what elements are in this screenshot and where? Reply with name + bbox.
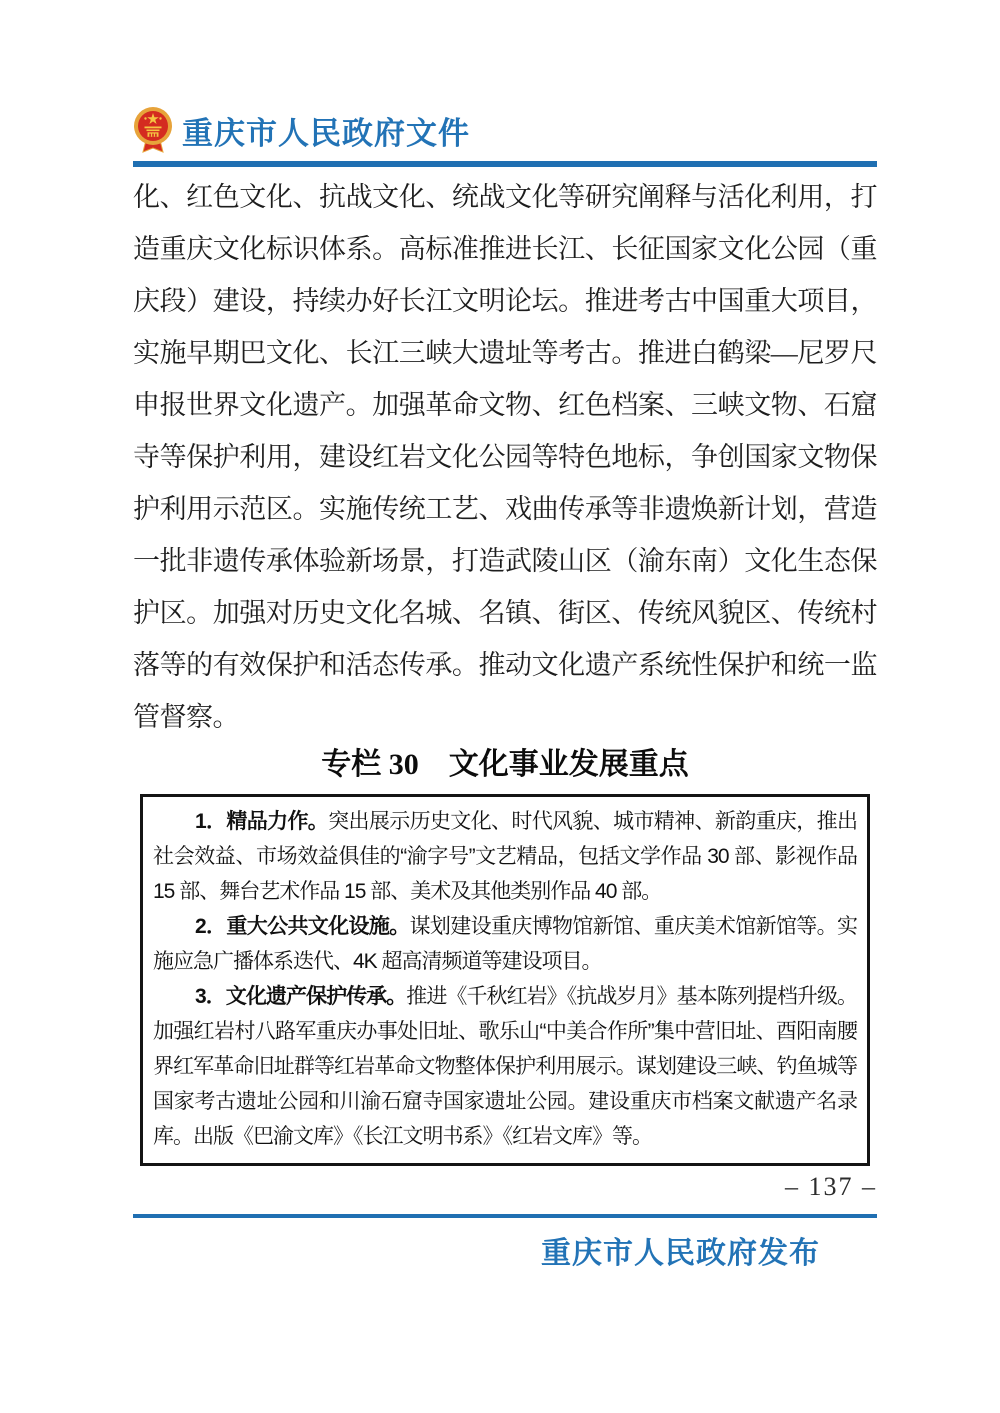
- panel-item-lead: 1．精品力作。: [195, 810, 329, 833]
- document-header: [133, 106, 877, 154]
- body-paragraph: 化、红色文化、抗战文化、统战文化等研究阐释与活化利用，打造重庆文化标识体系。高标准推进长江、长征国家文化公园（重庆段）建设，持续办好长江文明论坛。推进考古中国重大项目，实施早期巴文化、长江三峡大遗址等考古。推进白鹤梁—尼罗尺申报世界文化遗产。加强革命文物、红色档案、三峡文物、石窟寺等保护利用，建设红岩文化公园等特色地标，争创国家文物保护利用示范区。实施传统工艺、戏曲传承等非遗焕新计划，营造一批非遗传承体验新场景，打造武陵山区（渝东南）文化生态保护区。加强对历史文化名城、名镇、街区、传统风貌区、传统村落等的有效保护和活态传承。推动文化遗产系统性保护和统一监管督察。: [133, 182, 877, 732]
- panel-item: [153, 979, 857, 1154]
- national-emblem-icon: [133, 106, 173, 154]
- footer-rule: [133, 1214, 877, 1218]
- panel-title-text: 文化事业发展重点: [448, 748, 689, 781]
- header-rule: [133, 161, 877, 167]
- panel-item-text: 谋划建设重庆博物馆新馆、重庆美术馆新馆等。实施应急广播体系迭代、4K 超高清频道等建设项目。: [153, 915, 857, 973]
- panel-item-lead: 3．文化遗产保护传承。: [195, 985, 407, 1008]
- panel-item: [153, 909, 857, 979]
- page-number: – 137 –: [785, 1172, 877, 1201]
- publisher-line: 重庆市人民政府发布: [541, 1237, 820, 1270]
- panel-item-lead: 2．重大公共文化设施。: [195, 915, 410, 938]
- panel-item: [153, 804, 857, 909]
- panel-title-label: 专栏 30: [321, 748, 419, 781]
- panel-item-text: 推进《千秋红岩》《抗战岁月》基本陈列提档升级。加强红岩村八路军重庆办事处旧址、歌乐山“中美合作所”集中营旧址、酉阳南腰界红军革命旧址群等红岩革命文物整体保护利用展示。谋划建设三峡、钓鱼城等国家考古遗址公园和川渝石窟寺国家遗址公园。建设重庆市档案文献遗产名录库。出版《巴渝文库》《长江文明书系》《红岩文库》等。: [153, 985, 858, 1148]
- panel-title: [133, 743, 877, 787]
- panel-item-text: 突出展示历史文化、时代风貌、城市精神、新韵重庆，推出社会效益、市场效益俱佳的“渝字号”文艺精品，包括文学作品 30 部、影视作品 15 部、舞台艺术作品 15 部、美术及其他类别作品 40 部。: [153, 810, 857, 903]
- document-title: 重庆市人民政府文件: [182, 115, 470, 151]
- panel-box: [140, 794, 870, 1166]
- page-content: [133, 0, 877, 1272]
